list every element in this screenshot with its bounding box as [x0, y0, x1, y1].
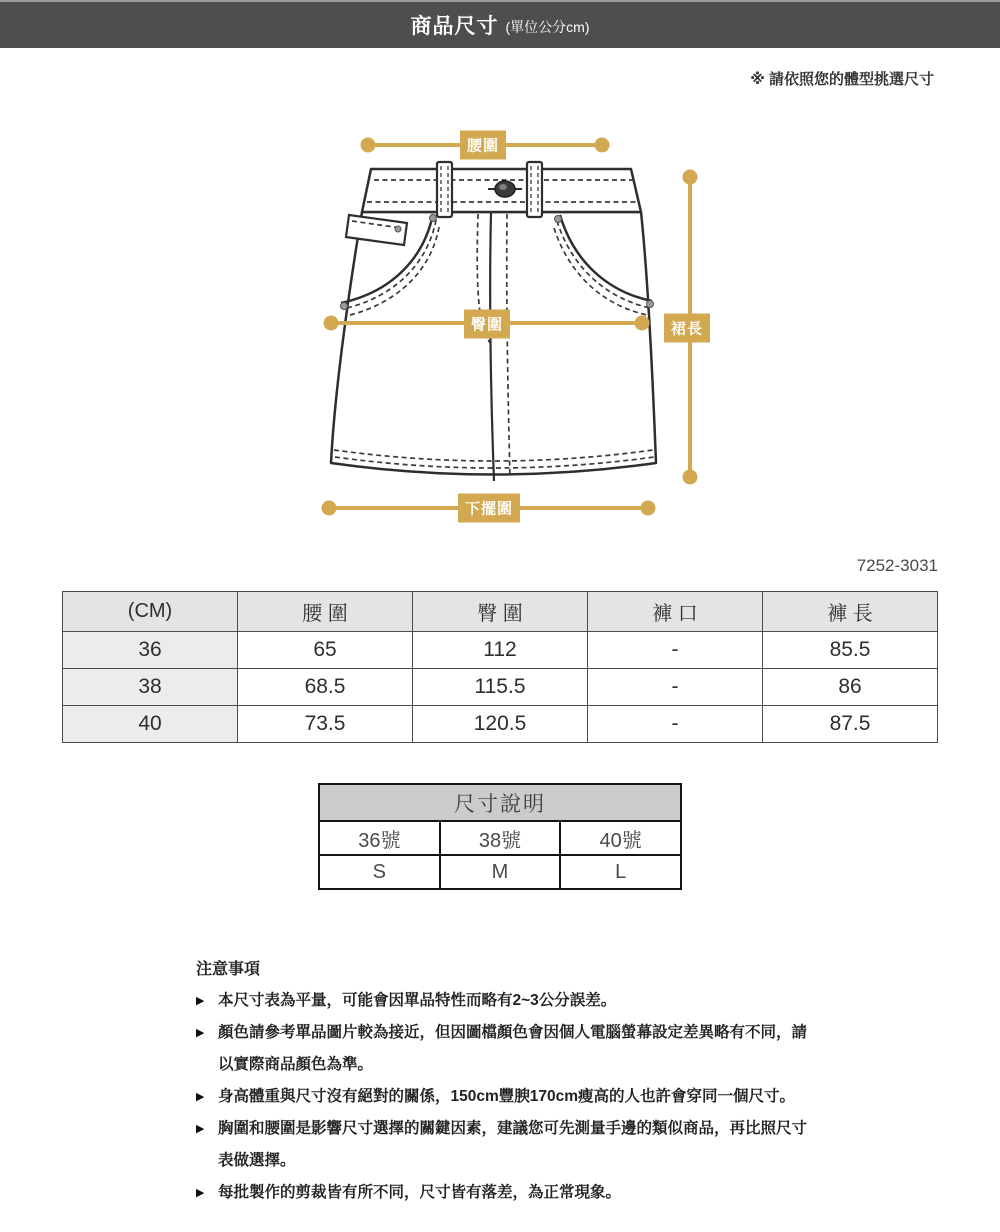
size-38-length: 86	[763, 669, 938, 706]
size-36-length: 85.5	[763, 632, 938, 669]
arrow-bullet-icon: ▶	[196, 1091, 205, 1103]
size-selection-note: ※ 請依照您的體型挑選尺寸	[750, 71, 934, 88]
length-measure-label: 裙長	[664, 314, 710, 343]
col-header-cm: (CM)	[63, 592, 238, 632]
size-table-header-row	[63, 592, 938, 632]
table-row	[63, 706, 938, 743]
note-text: 顏色請參考單品圖片較為接近，但因圖檔顏色會因個人電腦螢幕設定差異略有不同，請以實際商品顏色為準。	[218, 1024, 808, 1073]
col-header-hip: 臀 圍	[413, 592, 588, 632]
legend-letter-s: S	[319, 855, 440, 889]
notes-section	[196, 956, 856, 1209]
size-legend-table	[318, 783, 682, 890]
size-38-leg-opening: -	[588, 669, 763, 706]
arrow-bullet-icon: ▶	[196, 995, 205, 1007]
note-text: 每批製作的剪裁皆有所不同，尺寸皆有落差，為正常現象。	[218, 1184, 622, 1201]
size-table	[62, 591, 938, 743]
size-36-hip: 112	[413, 632, 588, 669]
legend-size-40: 40號	[560, 821, 681, 855]
col-header-leg-opening: 褲 口	[588, 592, 763, 632]
list-item	[196, 1113, 856, 1177]
size-36-leg-opening: -	[588, 632, 763, 669]
notes-title: 注意事項	[196, 961, 261, 978]
product-code: 7252-3031	[856, 556, 938, 575]
col-header-waist: 腰 圍	[238, 592, 413, 632]
list-item	[196, 1081, 856, 1113]
arrow-bullet-icon: ▶	[196, 1187, 205, 1199]
legend-size-36: 36號	[319, 821, 440, 855]
hip-measure-label: 臀圍	[464, 310, 510, 339]
size-38-hip: 115.5	[413, 669, 588, 706]
note-text: 胸圍和腰圍是影響尺寸選擇的關鍵因素，建議您可先測量手邊的類似商品，再比照尺寸表做選擇。	[218, 1120, 808, 1169]
size-36-waist: 65	[238, 632, 413, 669]
legend-title: 尺寸說明	[319, 784, 681, 821]
table-row	[63, 669, 938, 706]
size-38-label: 38	[63, 669, 238, 706]
page-title: 商品尺寸	[410, 15, 499, 38]
arrow-bullet-icon: ▶	[196, 1123, 205, 1135]
waist-measure-label: 腰圍	[460, 131, 506, 160]
size-40-label: 40	[63, 706, 238, 743]
list-item	[196, 1017, 856, 1081]
legend-title-row	[319, 784, 681, 821]
page-title-unit: (單位公分cm)	[505, 19, 590, 35]
legend-letter-l: L	[560, 855, 681, 889]
legend-letter-m: M	[440, 855, 561, 889]
list-item	[196, 1177, 856, 1209]
size-40-waist: 73.5	[238, 706, 413, 743]
hem-measure-label: 下擺圍	[458, 494, 520, 523]
notes-list	[196, 985, 856, 1209]
size-36-label: 36	[63, 632, 238, 669]
size-38-waist: 68.5	[238, 669, 413, 706]
legend-letters-row	[319, 855, 681, 889]
size-40-length: 87.5	[763, 706, 938, 743]
col-header-length: 褲 長	[763, 592, 938, 632]
arrow-bullet-icon: ▶	[196, 1027, 205, 1039]
header-bar	[0, 0, 1000, 48]
note-text: 本尺寸表為平量，可能會因單品特性而略有2~3公分誤差。	[218, 992, 617, 1009]
legend-size-38: 38號	[440, 821, 561, 855]
list-item	[196, 985, 856, 1017]
size-40-hip: 120.5	[413, 706, 588, 743]
note-text: 身高體重與尺寸沒有絕對的關係，150cm豐腴170cm瘦高的人也許會穿同一個尺寸。	[218, 1088, 796, 1105]
table-row	[63, 632, 938, 669]
legend-sizes-row	[319, 821, 681, 855]
size-40-leg-opening: -	[588, 706, 763, 743]
